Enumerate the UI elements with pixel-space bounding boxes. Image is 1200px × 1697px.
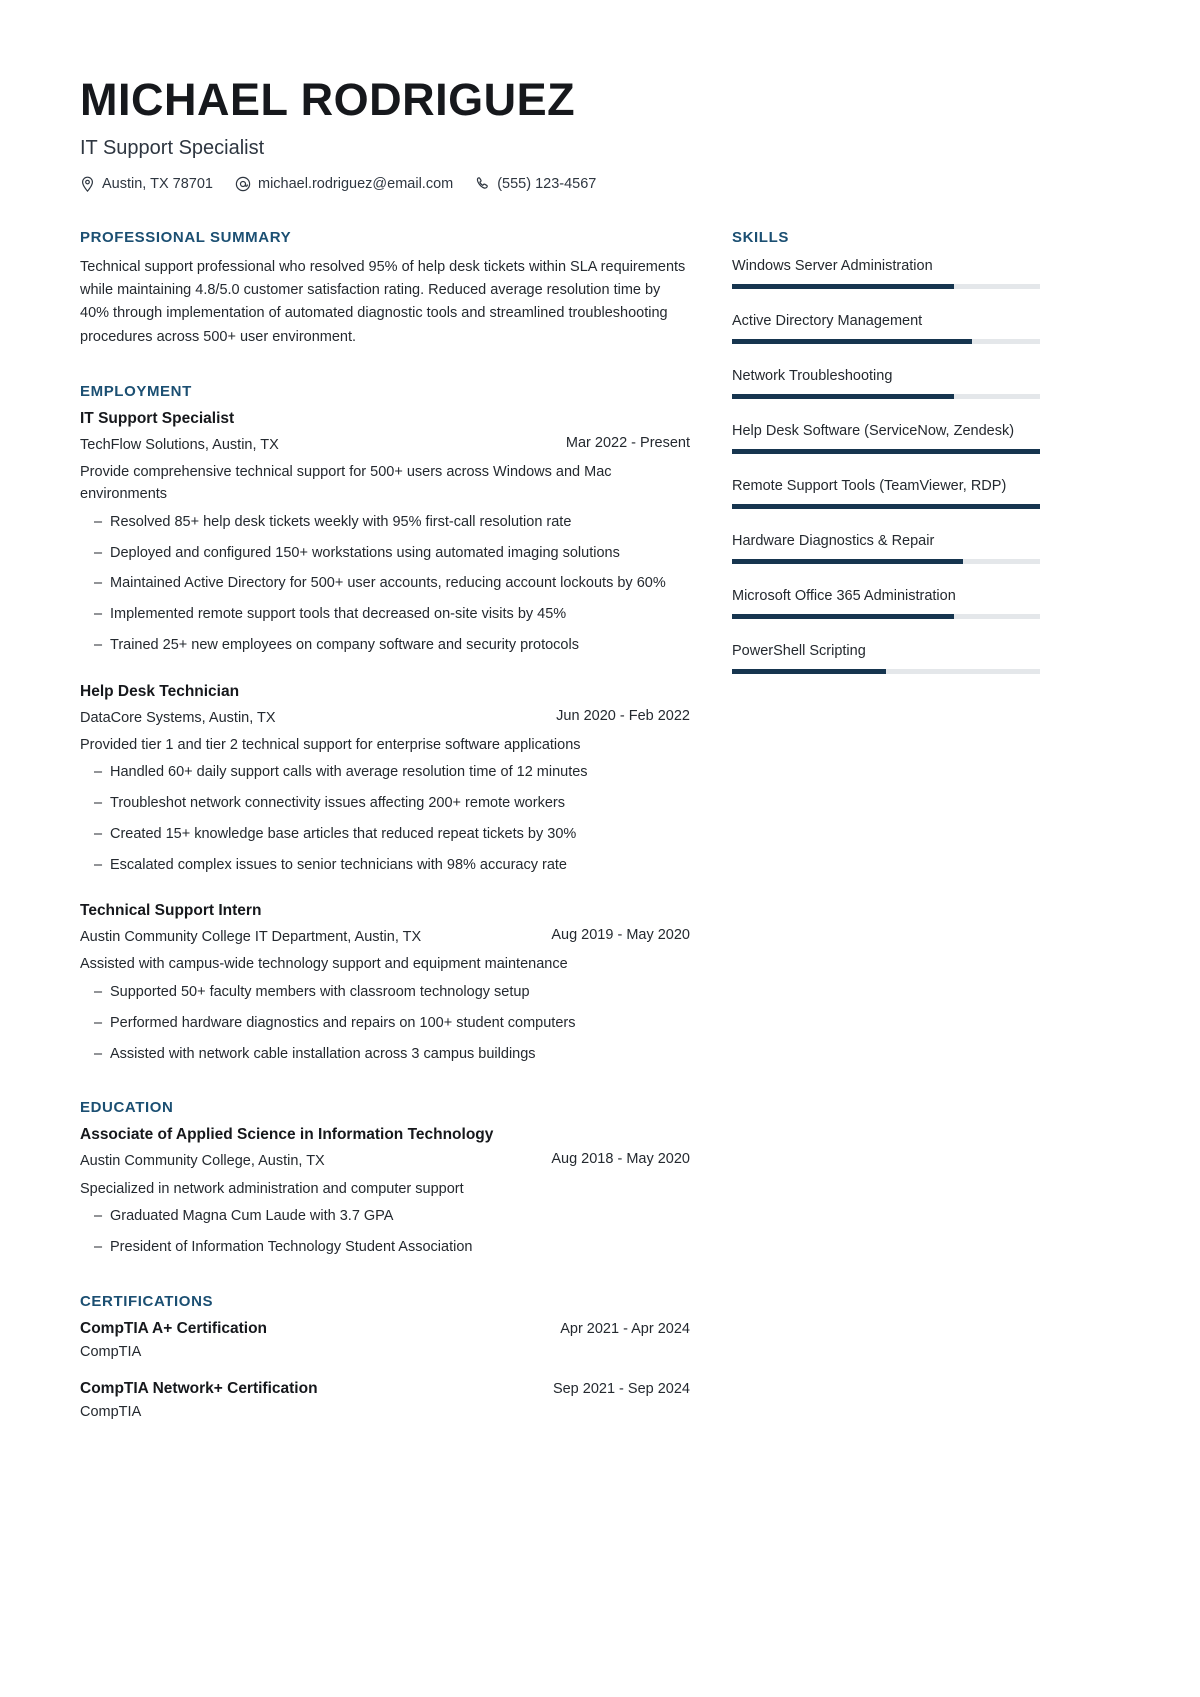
employment-entry <box>80 902 690 1065</box>
skill-name: Active Directory Management <box>732 312 923 329</box>
employment-role: Technical Support Intern <box>80 902 262 920</box>
skill-fill <box>732 504 1040 509</box>
section-education <box>80 1099 690 1258</box>
certification-name: CompTIA Network+ Certification <box>80 1379 318 1397</box>
skill-fill <box>732 394 954 399</box>
skill-item <box>732 641 1040 674</box>
skill-item <box>732 366 1040 399</box>
employment-dates: Mar 2022 - Present <box>565 435 690 452</box>
email-at-icon <box>235 176 251 192</box>
certification-row <box>80 1380 690 1398</box>
skill-fill <box>732 614 954 619</box>
employment-bullets <box>80 762 690 876</box>
skill-fill <box>732 669 886 674</box>
skill-track <box>732 504 1040 509</box>
skill-track <box>732 284 1040 289</box>
spacer <box>732 515 1040 531</box>
skill-item <box>732 586 1040 619</box>
contact-phone-text: (555) 123-4567 <box>497 176 597 192</box>
skill-name: Help Desk Software (ServiceNow, Zendesk) <box>732 422 1015 439</box>
employment-meta <box>80 927 690 948</box>
list-item: – Escalated complex issues to senior technicians with 98% accuracy rate <box>80 855 690 877</box>
list-item: – Graduated Magna Cum Laude with 3.7 GPA <box>80 1206 690 1228</box>
employment-company: DataCore Systems, Austin, TX <box>80 709 276 726</box>
skill-fill <box>732 284 954 289</box>
employment-bullets <box>80 982 690 1065</box>
skill-item <box>732 311 1040 344</box>
candidate-name: MICHAEL RODRIGUEZ <box>80 74 576 125</box>
section-title-skills: SKILLS <box>732 228 789 246</box>
candidate-job-title: IT Support Specialist <box>80 136 265 159</box>
skill-name: Hardware Diagnostics & Repair <box>732 532 935 549</box>
list-item: – Maintained Active Directory for 500+ user accounts, reducing account lockouts by 60% <box>80 573 690 595</box>
employment-meta <box>80 708 690 729</box>
resume-header <box>80 75 1120 193</box>
skill-name: Microsoft Office 365 Administration <box>732 587 956 604</box>
spacer <box>732 625 1040 641</box>
education-dates: Aug 2018 - May 2020 <box>551 1151 690 1168</box>
contact-row <box>80 176 1120 193</box>
employment-role: Help Desk Technician <box>80 682 240 700</box>
section-title-education: EDUCATION <box>80 1099 174 1117</box>
spacer <box>732 350 1040 366</box>
location-pin-icon <box>80 176 95 193</box>
skill-fill <box>732 339 972 344</box>
certification-name: CompTIA A+ Certification <box>80 1319 268 1337</box>
skill-track <box>732 669 1040 674</box>
certification-row <box>80 1320 690 1338</box>
contact-email[interactable] <box>235 176 453 192</box>
certification-dates: Sep 2021 - Sep 2024 <box>552 1380 690 1397</box>
spacer <box>732 460 1040 476</box>
section-skills <box>732 229 1040 674</box>
section-title-summary: PROFESSIONAL SUMMARY <box>80 228 292 246</box>
resume-body <box>80 229 1120 1454</box>
certification-entry <box>80 1380 690 1420</box>
employment-company: TechFlow Solutions, Austin, TX <box>80 437 279 454</box>
employment-dates: Jun 2020 - Feb 2022 <box>556 707 690 724</box>
skill-track <box>732 559 1040 564</box>
skill-track <box>732 614 1040 619</box>
employment-role: IT Support Specialist <box>80 410 235 428</box>
skill-fill <box>732 559 963 564</box>
employment-company: Austin Community College IT Department, Austin, TX <box>80 929 422 946</box>
certification-issuer: CompTIA <box>80 1343 142 1360</box>
list-item: – Handled 60+ daily support calls with average resolution time of 12 minutes <box>80 762 690 784</box>
list-item: – Deployed and configured 150+ workstations using automated imaging solutions <box>80 543 690 565</box>
skill-name: Windows Server Administration <box>732 257 933 274</box>
employment-entry <box>80 410 690 656</box>
contact-phone[interactable] <box>475 176 596 192</box>
contact-location-text: Austin, TX 78701 <box>102 176 213 192</box>
spacer <box>732 405 1040 421</box>
employment-description: Assisted with campus-wide technology support and equipment maintenance <box>80 956 568 973</box>
certification-issuer: CompTIA <box>80 1403 142 1420</box>
skill-name: Remote Support Tools (TeamViewer, RDP) <box>732 477 1007 494</box>
list-item: – Implemented remote support tools that decreased on-site visits by 45% <box>80 604 690 626</box>
skill-item <box>732 256 1040 289</box>
certification-dates: Apr 2021 - Apr 2024 <box>560 1320 690 1337</box>
education-meta <box>80 1151 690 1172</box>
contact-email-text: michael.rodriguez@email.com <box>257 176 454 192</box>
skill-item <box>732 421 1040 454</box>
list-item: – Supported 50+ faculty members with classroom technology setup <box>80 982 690 1004</box>
employment-description: Provide comprehensive technical support for 500+ users across Windows and Mac environments <box>80 464 612 503</box>
skill-track <box>732 449 1040 454</box>
summary-text: Technical support professional who resolved 95% of help desk tickets within SLA requirements while maintaining 4.8/5.0 customer satisfaction rating. Reduced average resolution time by 40% through implementation of automated diagnostic tools and streamlined troubleshooting procedures across 500+ user environment. <box>80 258 686 345</box>
skill-item <box>732 531 1040 564</box>
certification-entry <box>80 1320 690 1360</box>
section-title-employment: EMPLOYMENT <box>80 383 192 401</box>
education-description: Specialized in network administration and computer support <box>80 1180 464 1197</box>
employment-meta <box>80 435 690 456</box>
section-certifications <box>80 1293 690 1420</box>
skill-track <box>732 394 1040 399</box>
spacer <box>732 570 1040 586</box>
skill-name: Network Troubleshooting <box>732 367 893 384</box>
education-entry <box>80 1126 690 1258</box>
list-item: – Resolved 85+ help desk tickets weekly with 95% first-call resolution rate <box>80 512 690 534</box>
list-item: – Created 15+ knowledge base articles that reduced repeat tickets by 30% <box>80 824 690 846</box>
skill-fill <box>732 449 1040 454</box>
list-item: – President of Information Technology Student Association <box>80 1237 690 1259</box>
skill-track <box>732 339 1040 344</box>
education-bullets <box>80 1206 690 1259</box>
side-column <box>732 229 1040 708</box>
list-item: – Troubleshot network connectivity issues affecting 200+ remote workers <box>80 793 690 815</box>
employment-bullets <box>80 512 690 657</box>
employment-entry <box>80 683 690 877</box>
list-item: – Trained 25+ new employees on company software and security protocols <box>80 635 690 657</box>
education-degree: Associate of Applied Science in Information Technology <box>80 1126 494 1144</box>
list-item: – Performed hardware diagnostics and repairs on 100+ student computers <box>80 1013 690 1035</box>
main-column <box>80 229 690 1454</box>
section-employment <box>80 383 690 1065</box>
skill-item <box>732 476 1040 509</box>
section-title-certifications: CERTIFICATIONS <box>80 1292 214 1310</box>
skill-name: PowerShell Scripting <box>732 642 866 659</box>
employment-dates: Aug 2019 - May 2020 <box>551 927 690 944</box>
spacer <box>732 295 1040 311</box>
phone-icon <box>475 176 490 192</box>
employment-description: Provided tier 1 and tier 2 technical support for enterprise software applications <box>80 736 581 753</box>
contact-location <box>80 176 213 193</box>
section-professional-summary <box>80 229 690 350</box>
list-item: – Assisted with network cable installation across 3 campus buildings <box>80 1044 690 1066</box>
education-school: Austin Community College, Austin, TX <box>80 1153 325 1170</box>
